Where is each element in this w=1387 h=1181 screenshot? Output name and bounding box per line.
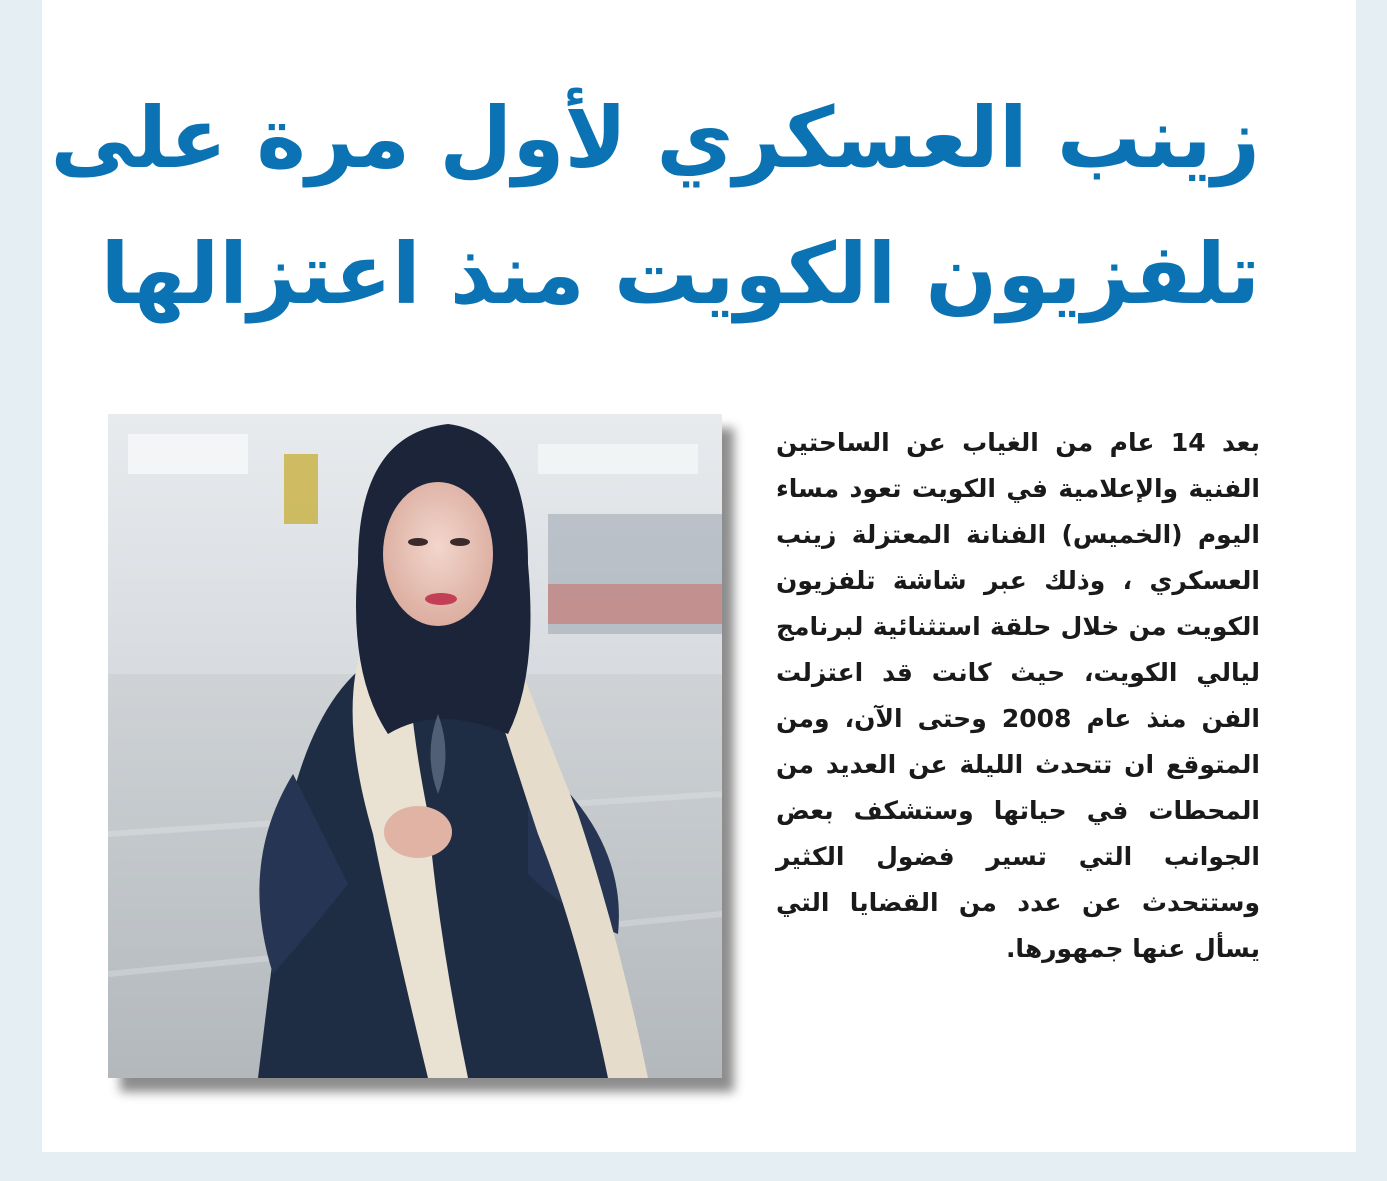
- headline-line-1: زينب العسكري لأول مرة على: [50, 89, 1260, 187]
- red-counter-shape: [548, 584, 722, 624]
- ceiling-light-shape: [128, 434, 248, 474]
- lips-shape: [425, 593, 457, 605]
- headline-line-2: تلفزيون الكويت منذ اعتزالها: [100, 225, 1260, 323]
- newspaper-page: [42, 0, 1356, 1152]
- hands-shape: [384, 806, 452, 858]
- yellow-sign-shape: [284, 454, 318, 524]
- article-photo: [108, 414, 722, 1078]
- article-body: بعد 14 عام من الغياب عن الساحتين الفنية والإعلامية في الكويت تعود مساء اليوم (الخميس) الفنانة المعتزلة زينب العسكري ، وذلك عبر شاشة تلفزيون الكويت من خلال حلقة استثنائية لبرنامج ليالي الكويت، حيث كانت قد اعتزلت الفن منذ عام 2008 وحتى الآن، ومن المتوقع ان تتحدث الليلة عن العديد من المحطات في حياتها وستشكف بعض الجوانب التي تسير فضول الكثير وستتحدث عن عدد من القضايا التي يسأل عنها جمهورها.: [776, 428, 1260, 963]
- photo-illustration: [108, 414, 722, 1078]
- ceiling-light-shape: [538, 444, 698, 474]
